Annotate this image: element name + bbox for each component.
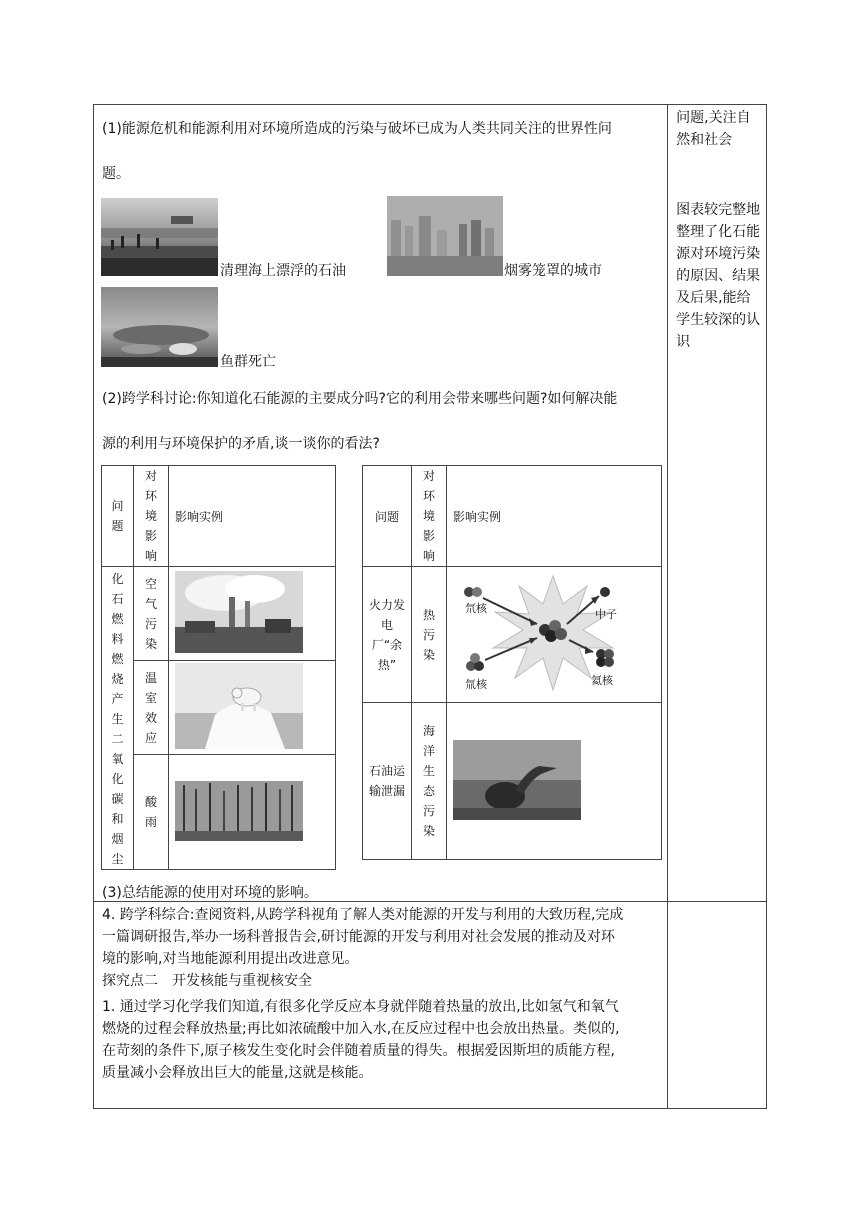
paragraph-2-line-1: (2)跨学科讨论:你知道化石能源的主要成分吗?它的利用会带来哪些问题?如何解决能: [102, 391, 618, 407]
example-air-pollution: [169, 567, 336, 661]
section2-line-3: 境的影响,对当地能源利用提出改进意见。: [102, 951, 359, 967]
deuterium-label-top: 氘核: [465, 602, 487, 615]
problem-fossil-fuel: 化石燃料燃烧产生二氧化碳和烟尘: [102, 567, 134, 870]
dead-fish-caption: 鱼群死亡: [220, 354, 276, 370]
tritium-label: 氚核: [465, 678, 487, 691]
example-greenhouse: [169, 661, 336, 755]
env-air-pollution: 空气污染: [134, 567, 169, 661]
dead-fish-photo: [101, 287, 218, 367]
content-cell-2: [94, 902, 668, 1109]
smog-city-caption: 烟雾笼罩的城市: [504, 263, 602, 279]
factory-smoke-photo: [175, 571, 303, 653]
helium-label: 氦核: [591, 674, 613, 687]
example-fusion-diagram: [447, 567, 662, 703]
smog-city-photo: [387, 196, 503, 276]
section2-line-8: 质量减小会释放出巨大的能量,这就是核能。: [102, 1065, 373, 1081]
impact-table-left: [101, 465, 336, 870]
neutron-label: 中子: [595, 608, 617, 621]
content-cell-1: [94, 105, 668, 902]
problem-power-plant: 火力发电厂“余热”: [363, 567, 412, 703]
env-greenhouse: 温室效应: [134, 661, 169, 755]
example-acid-rain: [169, 755, 336, 870]
fusion-diagram: [453, 570, 653, 696]
section2-line-2: 一篇调研报告,举办一场科普报告会,研讨能源的开发与利用对社会发展的推动及对环: [102, 929, 615, 945]
impact-table-right: [362, 465, 662, 860]
paragraph-1-line-2: 题。: [102, 166, 130, 182]
problem-oil-leak: 石油运输泄漏: [363, 703, 412, 860]
section2-line-6: 燃烧的过程会释放热量;再比如浓硫酸中加入水,在反应过程中也会放出热量。类似的,: [102, 1021, 620, 1037]
header-example-left: 影响实例: [169, 466, 336, 567]
env-marine-pollution: 海洋生态污染: [412, 703, 447, 860]
side-note-cell-2: [668, 902, 767, 1109]
paragraph-3: (3)总结能源的使用对环境的影响。: [102, 885, 318, 901]
side-note-cell-1: [668, 105, 767, 902]
header-problem-right: 问题: [363, 466, 412, 567]
polar-bear-photo: [175, 663, 303, 749]
oil-cleanup-photo: [101, 198, 218, 276]
env-thermal-pollution: 热污染: [412, 567, 447, 703]
header-problem-left: 问题: [102, 466, 134, 567]
oil-cleanup-caption: 清理海上漂浮的石油: [220, 263, 346, 279]
section2-line-1: 4. 跨学科综合:查阅资料,从跨学科视角了解人类对能源的开发与利用的大致历程,完成: [102, 907, 624, 923]
section2-line-5: 1. 通过学习化学我们知道,有很多化学反应本身就伴随着热量的放出,比如氢气和氧气: [102, 999, 619, 1015]
side-note-1: 问题,关注自然和社会: [676, 110, 751, 148]
header-env-right: 对环境影响: [412, 466, 447, 567]
header-example-right: 影响实例: [447, 466, 662, 567]
header-env-left: 对环境影响: [134, 466, 169, 567]
env-acid-rain: 酸雨: [134, 755, 169, 870]
section2-heading: 探究点二 开发核能与重视核安全: [102, 973, 312, 989]
example-oiled-bird: [447, 703, 662, 860]
side-note-2: 图表较完整地整理了化石能源对环境污染的原因、结果及后果,能给学生较深的认识: [676, 202, 761, 350]
lesson-table: [93, 104, 767, 1109]
section2-line-7: 在苛刻的条件下,原子核发生变化时会伴随着质量的得失。根据爱因斯坦的质能方程,: [102, 1043, 615, 1059]
oiled-bird-photo: [453, 740, 581, 820]
paragraph-2-line-2: 源的利用与环境保护的矛盾,谈一谈你的看法?: [102, 436, 380, 452]
paragraph-1-line-1: (1)能源危机和能源利用对环境所造成的污染与破坏已成为人类共同关注的世界性问: [102, 121, 612, 137]
dead-forest-photo: [175, 781, 303, 841]
